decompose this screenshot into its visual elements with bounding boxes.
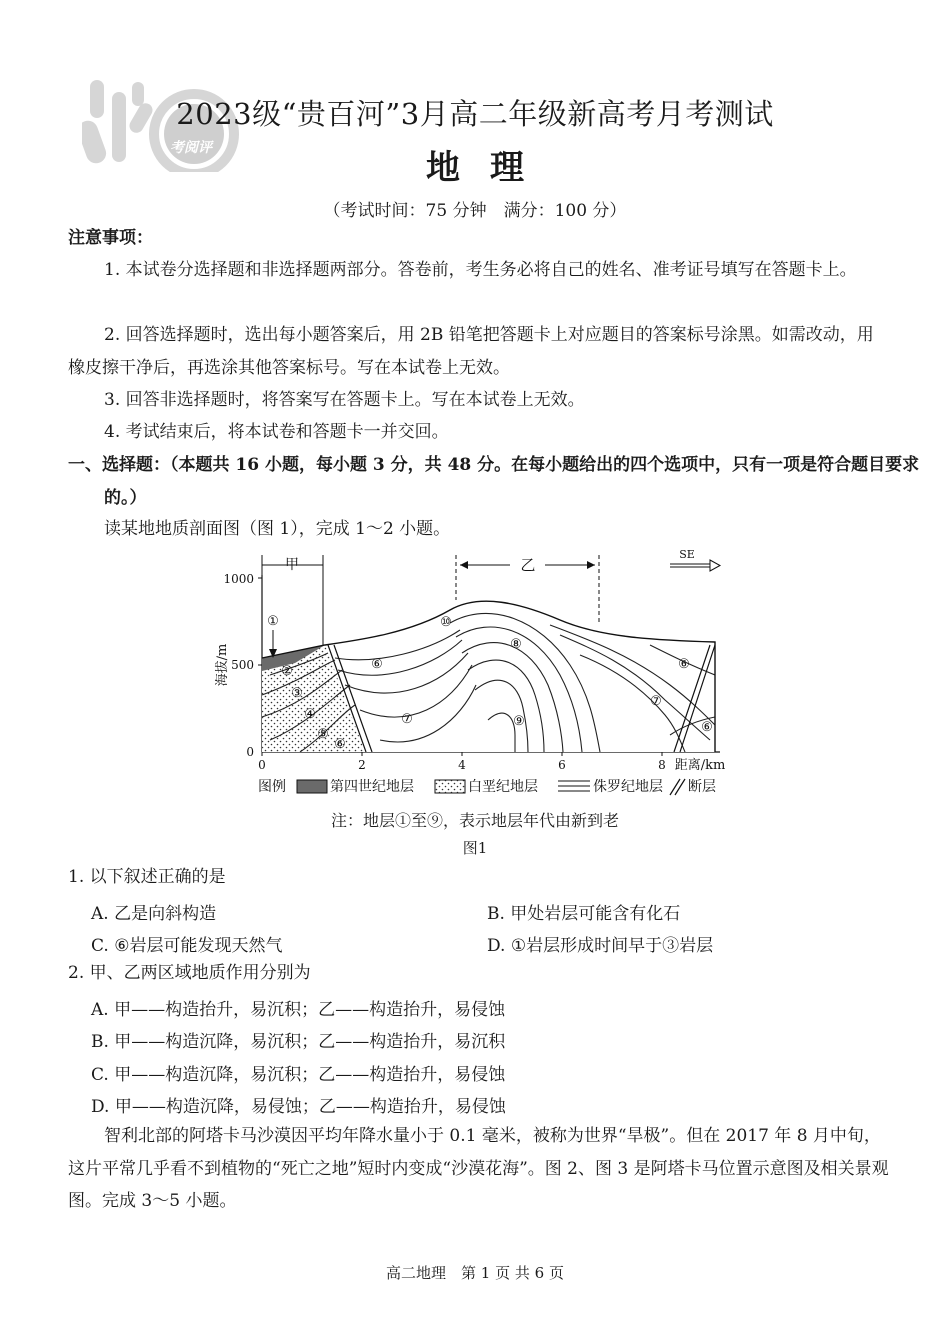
question-1-option-c: C. ⑥岩层可能发现天然气 xyxy=(91,936,283,956)
legend-title: 图例 xyxy=(258,779,286,795)
section-heading: 一、选择题：（本题共 16 小题，每小题 3 分，共 48 分。在每小题给出的四个选项中，只有一项是符合题目要求的。） xyxy=(68,455,920,508)
stratum-label: ⑤ xyxy=(317,727,329,742)
page-footer: 高二地理 第 1 页 共 6 页 xyxy=(386,1264,564,1282)
legend-swatch-fault xyxy=(670,779,685,795)
subject-title: 地理 xyxy=(426,148,554,188)
question-1-option-a: A. 乙是向斜构造 xyxy=(91,904,217,924)
notice-item-3: 3. 回答非选择题时，将答案写在答题卡上。写在本试卷上无效。 xyxy=(104,390,585,410)
stratum-label: ⑥ xyxy=(678,657,690,672)
label-yi: 乙 xyxy=(520,556,536,574)
notice-item-4: 4. 考试结束后，将本试卷和答题卡一并交回。 xyxy=(104,422,449,442)
exam-info: （考试时间：75 分钟 满分：100 分） xyxy=(323,201,627,221)
y-tick-0: 0 xyxy=(246,745,254,759)
section-intro: 读某地地质剖面图（图 1），完成 1～2 小题。 xyxy=(104,519,451,539)
legend-label-fault: 断层 xyxy=(688,779,716,795)
question-2-option-c: C. 甲——构造沉降，易沉积；乙——构造抬升，易侵蚀 xyxy=(91,1065,506,1085)
stratum-label: ① xyxy=(267,614,279,629)
question-1-option-b: B. 甲处岩层可能含有化石 xyxy=(487,904,681,924)
stratum-label: ⑦ xyxy=(401,712,413,727)
logo-text: 考阅评 xyxy=(170,140,212,156)
figure-caption: 图1 xyxy=(462,839,488,857)
passage-atacama: 智利北部的阿塔卡马沙漠因平均年降水量小于 0.1 毫米，被称为世界“旱极”。但在 2017 年 8 月中旬，这片平常几乎看不到植物的“死亡之地”短时内变成“沙漠花海”。图 2、图 3 是阿塔卡马位置示意图及相关景观图。完成 3～5 小题。 xyxy=(68,1126,889,1211)
x-axis-label: 距离/km xyxy=(674,758,726,773)
figure-note: 注：地层①至⑨，表示地层年代由新到老 xyxy=(330,811,619,830)
stratum-label: ② xyxy=(281,664,293,679)
stratum-label: ③ xyxy=(291,686,303,701)
stratum-label: ⑧ xyxy=(510,637,522,652)
question-2-option-b: B. 甲——构造沉降，易沉积；乙——构造抬升，易沉积 xyxy=(91,1032,506,1052)
stratum-label: ⑥ xyxy=(334,737,346,752)
x-tick-6: 6 xyxy=(558,758,566,772)
notice-heading: 注意事项： xyxy=(68,228,153,248)
legend-swatch-quaternary xyxy=(297,780,327,793)
exam-title: 2023级“贵百河”3月高二年级新高考月考测试 xyxy=(176,97,774,131)
stratum-label: ⑥ xyxy=(371,657,383,672)
label-jia: 甲 xyxy=(285,557,299,573)
figure-geologic-section xyxy=(210,545,740,805)
legend-label-jurassic: 侏罗纪地层 xyxy=(593,779,663,795)
stratum-label: ⑦ xyxy=(650,694,662,709)
question-2-stem: 2. 甲、乙两区域地质作用分别为 xyxy=(68,963,311,983)
notice-item-1: 1. 本试卷分选择题和非选择题两部分。答卷前，考生务必将自己的姓名、准考证号填写在答题卡上。 xyxy=(104,260,857,280)
legend-label-quaternary: 第四世纪地层 xyxy=(330,779,414,795)
notice-item-2: 2. 回答选择题时，选出每小题答案后，用 2B 铅笔把答题卡上对应题目的答案标号涂黑。如需改动，用橡皮擦干净后，再选涂其他答案标号。写在本试卷上无效。 xyxy=(68,325,874,378)
question-1-option-d: D. ①岩层形成时间早于③岩层 xyxy=(487,936,714,956)
stratum-label: ④ xyxy=(304,707,316,722)
question-2-option-a: A. 甲——构造抬升，易沉积；乙——构造抬升，易侵蚀 xyxy=(91,1000,506,1020)
x-tick-4: 4 xyxy=(458,758,466,772)
y-axis-label: 海拔/m xyxy=(215,643,230,687)
y-tick-1000: 1000 xyxy=(223,572,254,586)
question-2-option-d: D. 甲——构造沉降，易侵蚀；乙——构造抬升，易侵蚀 xyxy=(91,1097,506,1117)
x-tick-2: 2 xyxy=(358,758,366,772)
y-tick-500: 500 xyxy=(231,658,254,672)
legend-swatch-jurassic xyxy=(558,781,590,791)
question-1-stem: 1. 以下叙述正确的是 xyxy=(68,867,226,887)
x-tick-0: 0 xyxy=(258,758,266,772)
stratum-label: ⑥ xyxy=(701,720,713,735)
x-tick-8: 8 xyxy=(658,758,666,772)
legend-label-cretaceous: 白垩纪地层 xyxy=(468,779,538,795)
legend-swatch-cretaceous xyxy=(435,780,465,793)
stratum-label: ⑨ xyxy=(513,714,525,729)
stratum-label: ⑩ xyxy=(440,615,452,630)
direction-label: SE xyxy=(679,548,695,561)
